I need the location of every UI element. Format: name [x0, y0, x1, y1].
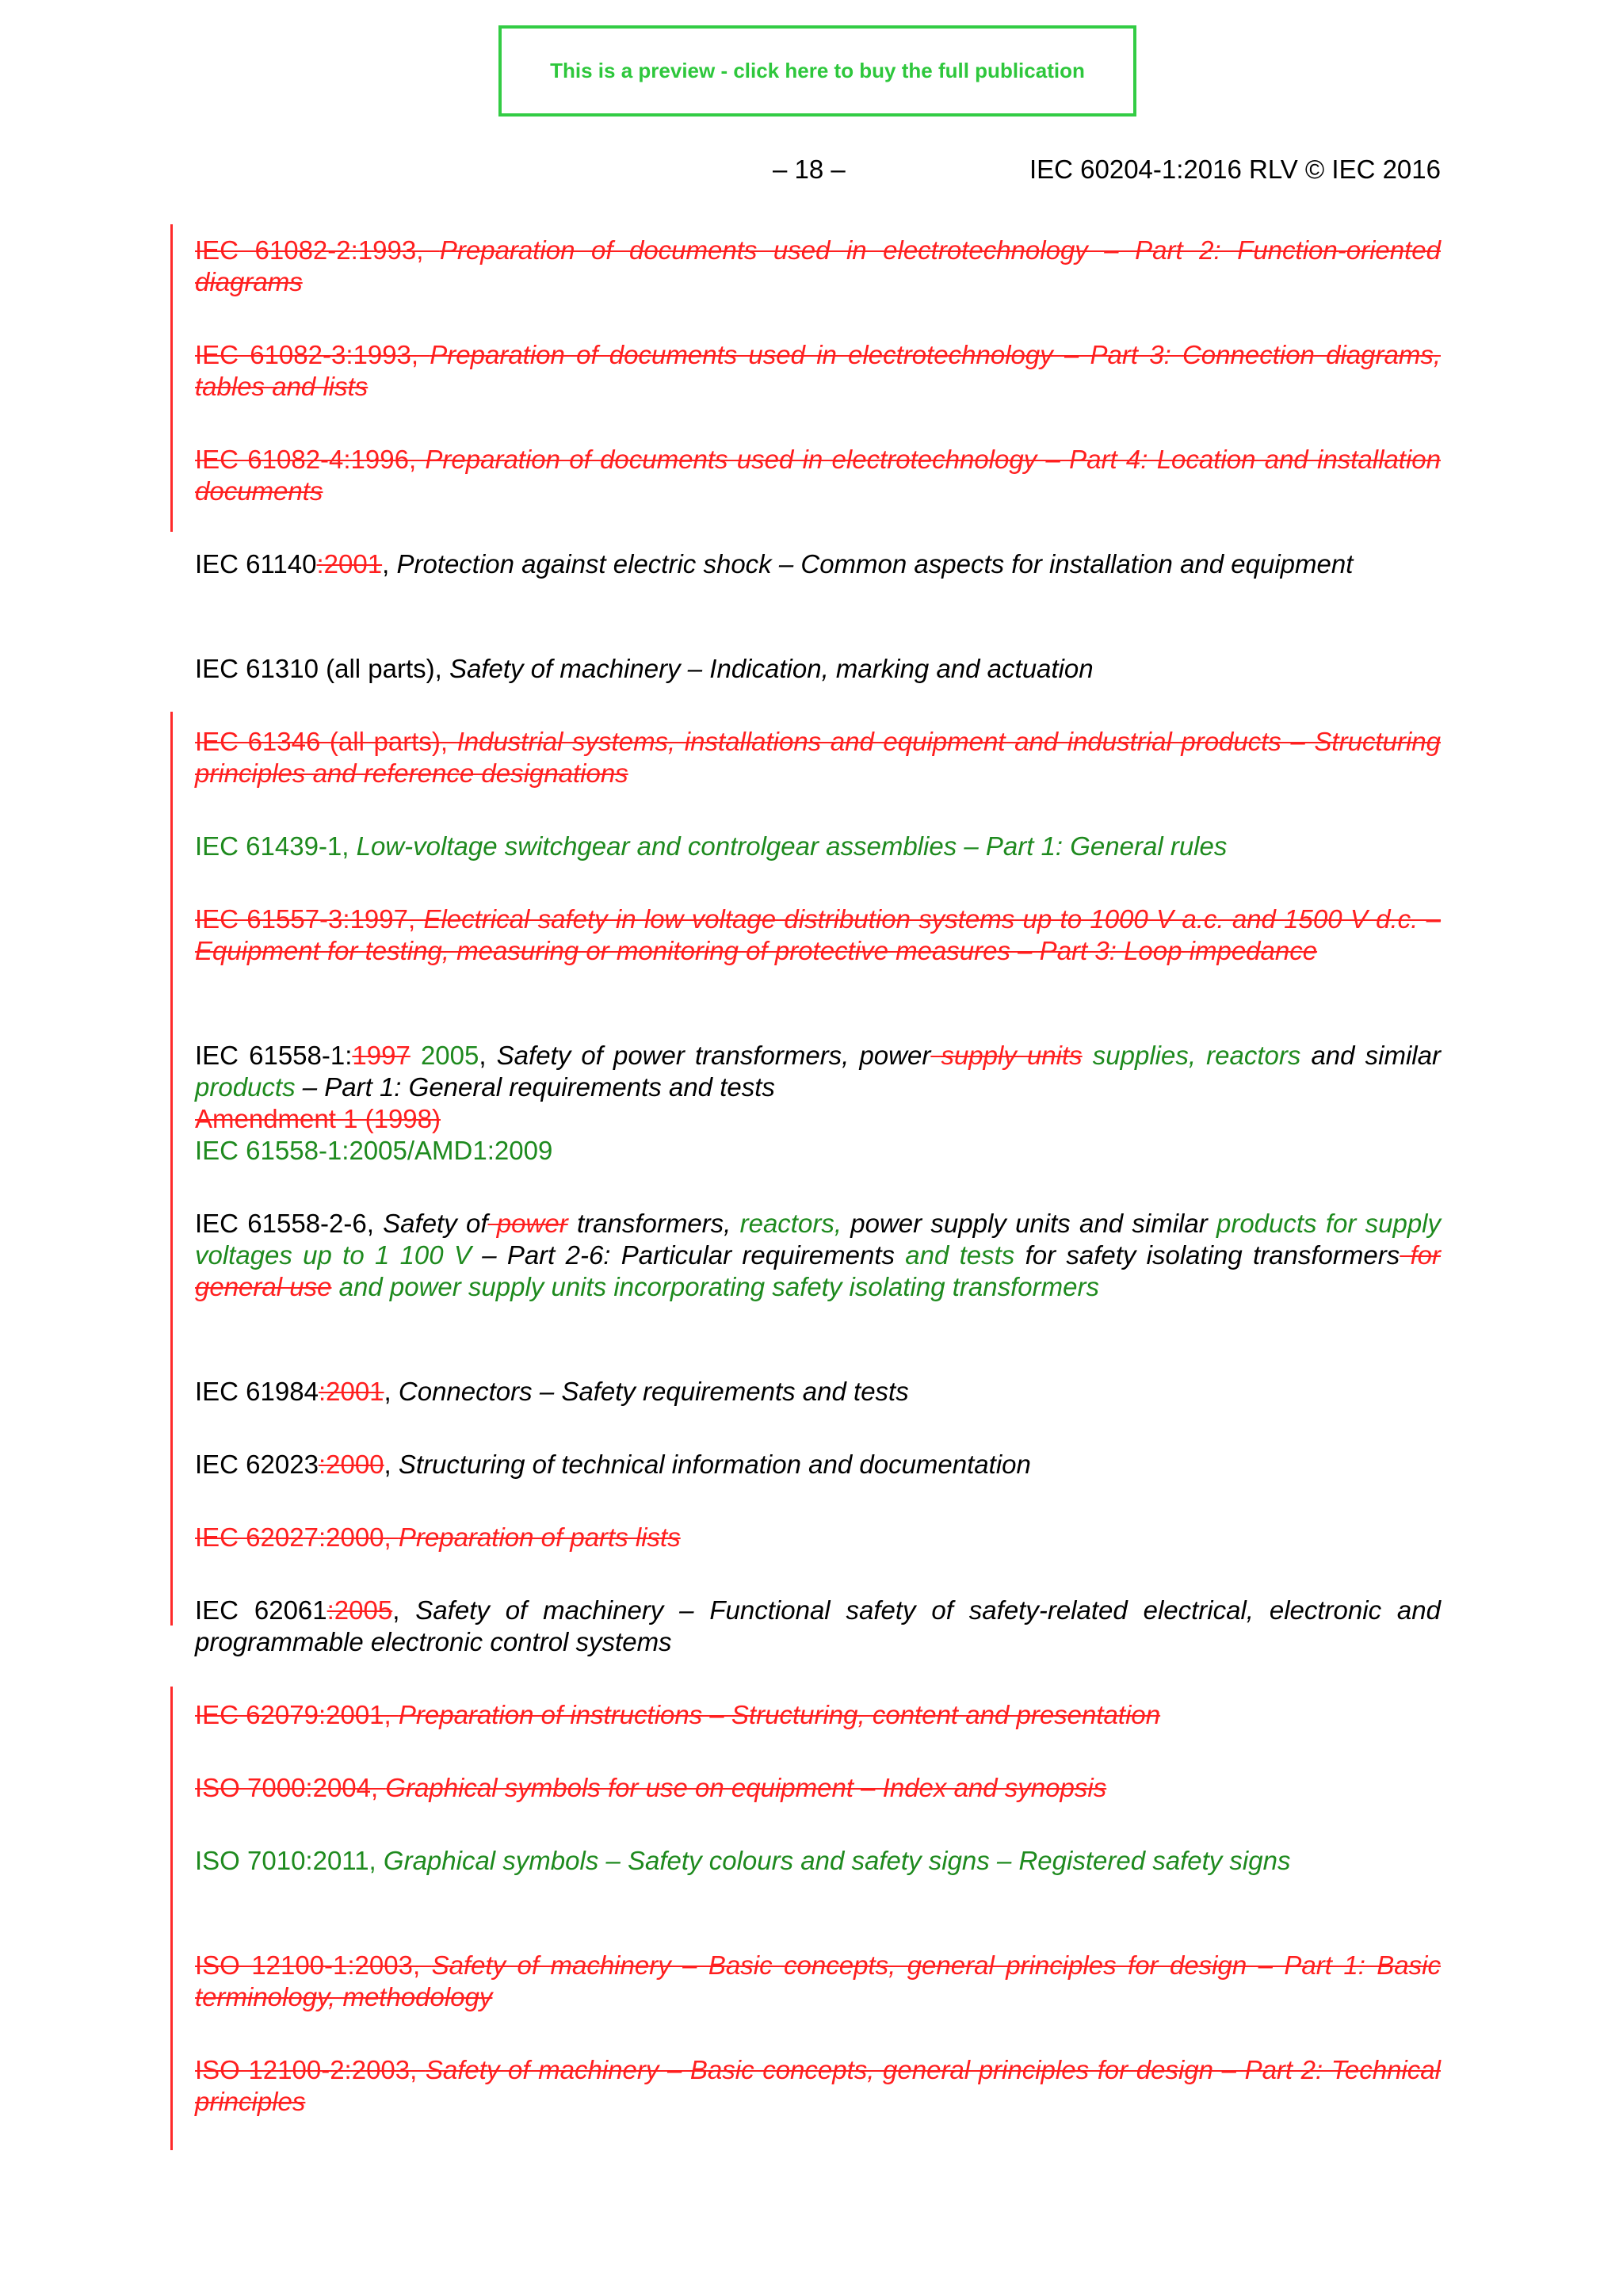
reference-entry [195, 653, 1441, 685]
inserted-text: products for supply voltages up to 1 100 V [195, 1209, 1441, 1270]
reference-entry [195, 1208, 1441, 1303]
reference-code: IEC 61310 (all parts), [195, 654, 449, 683]
document-id: IEC 60204-1:2016 RLV © IEC 2016 [1029, 155, 1441, 184]
reference-code: ISO 7000:2004, [195, 1773, 386, 1802]
separator: , [382, 549, 397, 579]
reference-title: Electrical safety in low voltage distribution systems up to 1000 V a.c. and 1500 V d.c. – Equipment for testing, measuring or monitoring of protective measures – Part 3: Loop impedance [195, 904, 1441, 965]
reference-entry [195, 2054, 1441, 2118]
reference-title: Safety of machinery – Basic concepts, general principles for design – Part 1: Basic terminology, methodology [195, 1950, 1441, 2011]
deleted-year: :2001 [318, 1377, 384, 1406]
inserted-text: reactors, [739, 1209, 842, 1238]
reference-title: Structuring of technical information and documentation [398, 1450, 1031, 1479]
reference-code: IEC 61558-2-6, [195, 1209, 384, 1238]
inserted-text: and power supply units incorporating safety isolating transformers [331, 1272, 1099, 1301]
reference-entry [195, 339, 1441, 403]
reference-code: ISO 12100-2:2003, [195, 2055, 426, 2084]
reference-code: IEC 61439-1, [195, 831, 357, 861]
inserted-text: products [195, 1072, 296, 1102]
reference-title: Safety of machinery – Basic concepts, general principles for design – Part 2: Technical principles [195, 2055, 1441, 2116]
reference-code: IEC 62023 [195, 1450, 319, 1479]
reference-code: IEC 61082-2:1993, [195, 235, 440, 265]
reference-title: Safety of power transformers, power [496, 1041, 931, 1070]
reference-code: IEC 61140 [195, 549, 317, 579]
reference-entry [195, 444, 1441, 507]
deleted-amendment: Amendment 1 (1998) [195, 1104, 441, 1133]
deleted-year: 1997 [352, 1041, 411, 1070]
reference-title: and similar [1300, 1041, 1441, 1070]
deleted-text: supply units [930, 1041, 1083, 1070]
reference-title: Preparation of documents used in electrotechnology – Part 3: Connection diagrams, tables and lists [195, 340, 1441, 401]
deleted-year: :2005 [327, 1595, 393, 1625]
reference-code: IEC 62079:2001, [195, 1700, 399, 1729]
reference-code: IEC 61346 (all parts), [195, 727, 457, 756]
change-bar [170, 224, 173, 532]
reference-entry [195, 1950, 1441, 2013]
separator: , [384, 1450, 399, 1479]
separator: , [479, 1041, 497, 1070]
reference-title: Preparation of instructions – Structuring, content and presentation [398, 1700, 1161, 1729]
reference-code: IEC 62061 [195, 1595, 327, 1625]
reference-code: IEC 61558-1: [195, 1041, 353, 1070]
reference-title: Graphical symbols for use on equipment – Index and synopsis [385, 1773, 1107, 1802]
reference-title: Preparation of documents used in electrotechnology – Part 2: Function-oriented diagrams [195, 235, 1441, 296]
reference-code: IEC 61984 [195, 1377, 319, 1406]
deleted-text: power [487, 1209, 568, 1238]
reference-title: Safety of machinery – Indication, marking and actuation [449, 654, 1094, 683]
reference-entry [195, 235, 1441, 298]
reference-title: Low-voltage switchgear and controlgear assemblies – Part 1: General rules [356, 831, 1228, 861]
reference-code: IEC 61557-3:1997, [195, 904, 424, 934]
reference-entry [195, 1845, 1441, 1877]
reference-title: Safety of machinery – Functional safety of safety-related electrical, electronic and programmable electronic control systems [195, 1595, 1441, 1656]
reference-entry [195, 1772, 1441, 1804]
reference-entry [195, 1376, 1441, 1408]
reference-title: Preparation of parts lists [398, 1522, 681, 1552]
reference-entry [195, 726, 1441, 789]
separator: , [392, 1595, 416, 1625]
reference-title: Connectors – Safety requirements and tests [398, 1377, 909, 1406]
separator: , [384, 1377, 399, 1406]
reference-code: IEC 61082-3:1993, [195, 340, 430, 369]
reference-entry [195, 548, 1441, 580]
reference-entry [195, 904, 1441, 967]
change-bar [170, 1687, 173, 2150]
reference-title: – Part 1: General requirements and tests [295, 1072, 775, 1102]
reference-entry [195, 1040, 1441, 1167]
inserted-text: and tests [905, 1240, 1015, 1270]
reference-entry [195, 1595, 1441, 1658]
deleted-text: for general use [195, 1240, 1442, 1301]
reference-title: Protection against electric shock – Common aspects for installation and equipment [396, 549, 1354, 579]
buy-preview-link[interactable]: This is a preview - click here to buy the full publication [498, 25, 1136, 117]
inserted-year: 2005 [410, 1041, 479, 1070]
inserted-text: supplies, reactors [1082, 1041, 1301, 1070]
reference-code: IEC 62027:2000, [195, 1522, 399, 1552]
reference-code: IEC 61082-4:1996, [195, 445, 426, 474]
reference-code: ISO 12100-1:2003, [195, 1950, 432, 1980]
page-number: – 18 – [773, 155, 846, 184]
reference-entry [195, 1699, 1441, 1731]
reference-entry [195, 831, 1441, 862]
reference-title: Safety of [383, 1209, 488, 1238]
inserted-amendment: IEC 61558-1:2005/AMD1:2009 [195, 1136, 553, 1165]
reference-title: transformers, [567, 1209, 740, 1238]
reference-title: Graphical symbols – Safety colours and safety signs – Registered safety signs [383, 1846, 1291, 1875]
reference-title: – Part 2-6: Particular requirements [471, 1240, 906, 1270]
reference-title: Industrial systems, installations and equipment and industrial products – Structuring principles and reference designations [195, 727, 1441, 788]
reference-title: power supply units and similar [841, 1209, 1216, 1238]
reference-entry [195, 1449, 1441, 1480]
reference-title: for safety isolating transformers [1014, 1240, 1400, 1270]
deleted-year: :2001 [316, 549, 383, 579]
deleted-year: :2000 [318, 1450, 384, 1479]
reference-title: Preparation of documents used in electrotechnology – Part 4: Location and installation documents [195, 445, 1441, 506]
reference-entry [195, 1522, 1441, 1553]
reference-code: ISO 7010:2011, [195, 1846, 384, 1875]
change-bar [170, 712, 173, 1626]
